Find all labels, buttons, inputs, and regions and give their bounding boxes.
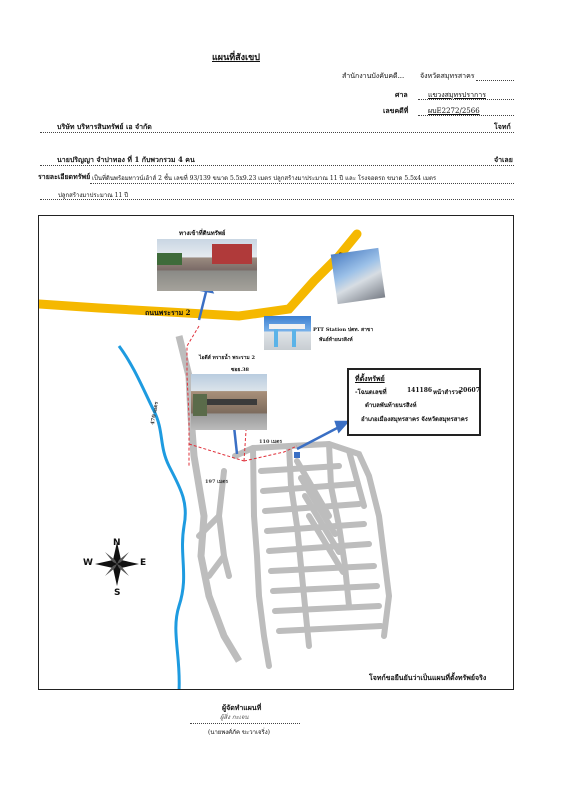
court-label: ศาล	[395, 90, 408, 99]
compass-e: E	[140, 558, 147, 568]
photo-ptt-caption-2: พันธ์ท้ายนรสิงห์	[319, 337, 353, 343]
compass-s: S	[114, 588, 121, 598]
map-footer-note: โจทก์ขอยืนยันว่าเป็นแผนที่ตั้งทรัพย์จริง	[369, 673, 487, 682]
compass-w: W	[83, 558, 93, 568]
info-subdistrict: ตำบลพันท้ายนรสิงห์	[365, 402, 417, 409]
info-deed-number: 141186	[407, 387, 433, 394]
soi-label-1: ไอดีส์ ทรายน้ำ พระราม 2	[199, 355, 255, 361]
property-info-box	[347, 368, 481, 436]
asset-text-2: ปลูกสร้างมาประมาณ 11 ปี	[58, 192, 129, 199]
info-district-province: อำเภอเมืองสมุทรสาคร จังหวัดสมุทรสาคร	[361, 416, 469, 423]
defendant-label: จำเลย	[494, 155, 513, 164]
signature-label: ผู้จัดทำแผนที่	[222, 703, 262, 712]
compass-n: N	[113, 538, 121, 548]
case-number: ผบE2272/2566	[428, 107, 480, 115]
compass-rose-icon	[95, 542, 139, 586]
page-title: แผนที่สังเขป	[212, 53, 260, 63]
court-value: แขวงสมุทรปราการ	[428, 91, 486, 99]
info-survey-label: หน้าสำรวจ	[433, 389, 462, 396]
location-map	[38, 215, 514, 690]
plaintiff-label: โจทก์	[494, 122, 511, 131]
asset-text-1: เป็นที่ดินพร้อมทาวน์เฮ้าส์ 2 ชั้น เลขที่ 93/139 ขนาด 5.5x9.23 เมตร ปลูกสร้างมาประมาณ 11 ปี และ โรงจอดรถ ขนาด 5.5x4 เมตร	[92, 175, 437, 182]
photo-ptt-station	[264, 316, 311, 350]
distance-label-1: 470 เมตร	[149, 401, 160, 426]
photo-entrance-caption: ทางเข้าที่ดินทรัพย์	[179, 230, 226, 237]
distance-label-3: 110 เมตร	[259, 439, 283, 445]
case-label: เลขคดีที่	[383, 106, 409, 115]
property-marker	[294, 452, 300, 458]
map-drawing	[39, 216, 514, 690]
river	[119, 346, 185, 690]
info-deed-label: -โฉนดเลขที่	[355, 389, 387, 396]
plaintiff-value: บริษัท บริหารสินทรัพย์ เอ จำกัด	[57, 122, 152, 131]
signature-scribble: ผู้สิ่ง กะเจน	[220, 714, 249, 721]
photo-entrance	[157, 239, 257, 291]
office-value: จังหวัดสมุทรสาคร	[420, 72, 475, 80]
info-title: ที่ตั้งทรัพย์	[355, 374, 385, 383]
photo-lotus	[331, 248, 385, 304]
soi-label-2: ซอย.38	[231, 367, 250, 373]
defendant-value: นายปริญญา จำปาทอง ที่ 1 กับพวกรวม 4 คน	[57, 155, 195, 164]
info-survey-number: 20607	[459, 387, 480, 394]
office-label: สำนักงานบังคับคดี...	[342, 72, 405, 80]
photo-townhouse	[191, 374, 267, 430]
asset-label: รายละเอียดทรัพย์	[38, 172, 91, 181]
distance-label-2: 197 เมตร	[205, 479, 229, 485]
photo-ptt-caption-1: PTT Station ปตท. สาขา	[313, 327, 374, 333]
road-label-rama2: ถนนพระราม 2	[145, 308, 191, 317]
signature-name: (นายพงศ์ภัค ขะวาเจริ่ง)	[208, 729, 271, 736]
